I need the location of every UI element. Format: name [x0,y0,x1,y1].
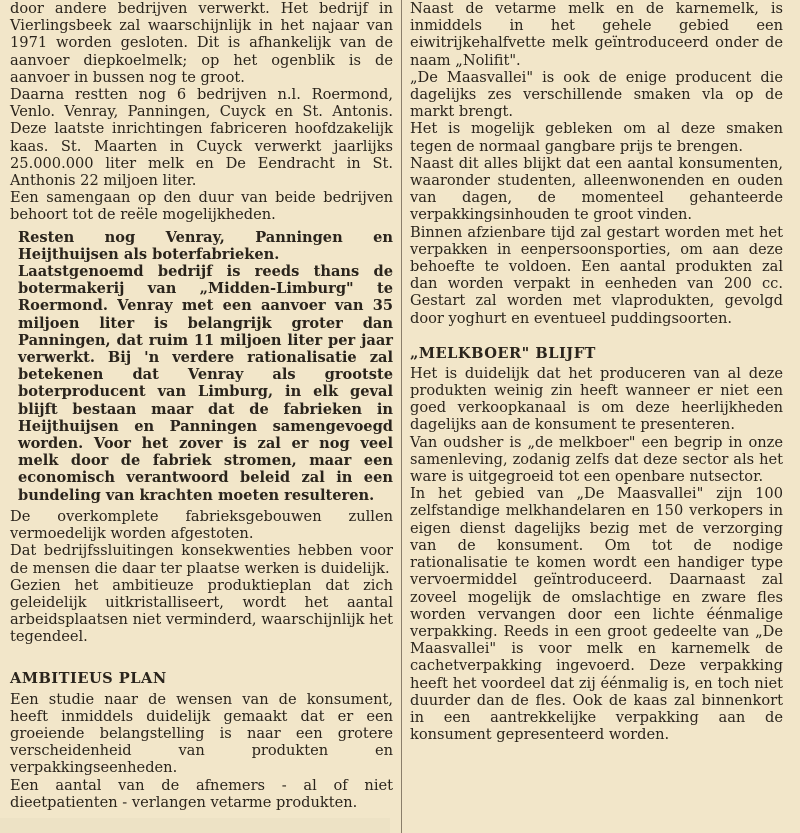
section-heading: „MELKBOER" BLIJFT [410,344,596,362]
article-paragraph: Een aantal van de afnemers - al of niet dieetpatienten - verlangen vetarme produkten. [10,776,393,811]
right-column [410,0,783,743]
article-paragraph: door andere bedrijven verwerkt. Het bedrijf in Vierlingsbeek zal waarschijnlijk in het najaar van 1971 worden gesloten. Dit is afhankelijk van de aanvoer diepkoelmelk; op het ogenblik is de aanvoer in bussen nog te groot. [10,0,393,86]
bold-paragraph: Laatstgenoemd bedrijf is reeds thans de botermakerij van „Midden-Limburg" te Roermond. Venray met een aanvoer van 35 miljoen liter is belangrijk groter dan Panningen, dat ruim 11 miljoen liter per jaar verwerkt. Bij 'n verdere rationalisatie zal betekenen dat Venray als grootste boterproducent van Limburg, in elk geval blijft bestaan maar dat de fabrieken in Heijthuijsen en Panningen samengevoegd worden. Voor het zover is zal er nog veel melk door de fabriek stromen, maar een economisch verantwoord beleid zal in een bundeling van krachten moeten resulteren. [18,263,393,504]
article-paragraph: „De Maasvallei" is ook de enige producent die dagelijks zes verschillende smaken vla op de markt brengt. [410,68,783,121]
article-paragraph: Naast dit alles blijkt dat een aantal konsumenten, waaronder studenten, alleenwonenden en ouden van dagen, de momenteel gehanteerde verpakkingsinhouden te groot vinden. [410,154,783,224]
section-heading: AMBITIEUS PLAN [10,669,167,687]
column-divider [401,0,402,833]
article-paragraph: Een studie naar de wensen van de konsument, heeft inmiddels duidelijk gemaakt dat er een groeiende belangstelling is naar een grotere verscheidenheid van produkten en verpakkingseenheden. [10,690,393,777]
bold-paragraph: Resten nog Venray, Panningen en Heijthuijsen als boterfabrieken. [18,228,393,263]
article-paragraph: Daarna restten nog 6 bedrijven n.l. Roermond, Venlo. Venray, Panningen, Cuyck en St. Antonis. Deze laatste inrichtingen fabriceren hoofdzakelijk kaas. St. Maarten in Cuyck verwerkt jaarlijks 25.000.000 liter melk en De Eendracht in St. Anthonis 22 miljoen liter. [10,86,393,190]
article-paragraph: Naast de vetarme melk en de karnemelk, is inmiddels in het gehele gebied een eiwitrijkehalfvette melk geïntroduceerd onder de naam „Nolifit". [410,0,783,69]
paper-band [0,818,390,833]
article-paragraph: Binnen afzienbare tijd zal gestart worden met het verpakken in eenpersoonsporties, om aan deze behoefte te voldoen. Een aantal produkten zal dan worden verpakt in eenheden van 200 cc. Gestart zal worden met vlaprodukten, gevolgd door yoghurt en eventueel puddingsoorten. [410,223,783,327]
bold-section [18,229,393,504]
article-paragraph: Het is mogelijk gebleken om al deze smaken tegen de normaal gangbare prijs te brengen. [410,120,783,155]
article-paragraph: Van oudsher is „de melkboer" een begrip in onze samenleving, zodanig zelfs dat deze sector als het ware is uitgegroeid tot een openbare nutsector. [410,433,783,486]
article-paragraph: Een samengaan op den duur van beide bedrijven behoort tot de reële mogelijkheden. [10,189,393,224]
article-paragraph: Dat bedrijfssluitingen konsekwenties hebben voor de mensen die daar ter plaatse werken is duidelijk. [10,542,393,577]
left-column [10,0,393,811]
article-paragraph: Gezien het ambitieuze produktieplan dat zich geleidelijk uitkristalliseert, wordt het aantal arbeidsplaatsen niet verminderd, waarschijnlijk het tegendeel. [10,576,393,646]
article-paragraph: De overkomplete fabrieksgebouwen zullen vermoedelijk worden afgestoten. [10,507,393,543]
article-paragraph: Het is duidelijk dat het produceren van al deze produkten weinig zin heeft wanneer er niet een goed verkoopkanaal is om deze heerlijkheden dagelijks aan de konsument te presenteren. [410,364,783,434]
article-paragraph: In het gebied van „De Maasvallei" zijn 100 zelfstandige melkhandelaren en 150 verkopers in eigen dienst dagelijks bezig met de verzorging van de konsument. Om tot de nodige rationalisatie te komen wordt een handiger type vervoermiddel geïntroduceerd. Daarnaast zal zoveel mogelijk de omslachtige en zware fles worden vervangen door een lichte éénmalige verpakking. Reeds in een groot gedeelte van „De Maasvallei" is voor melk en karnemelk de cachetverpakking ingevoerd. Deze verpakking heeft het voordeel dat zij éénmalig is, en toch niet duurder dan de fles. Ook de kaas zal binnenkort in een aantrekkelijke verpakking aan de konsument gepresenteerd worden. [410,485,783,744]
